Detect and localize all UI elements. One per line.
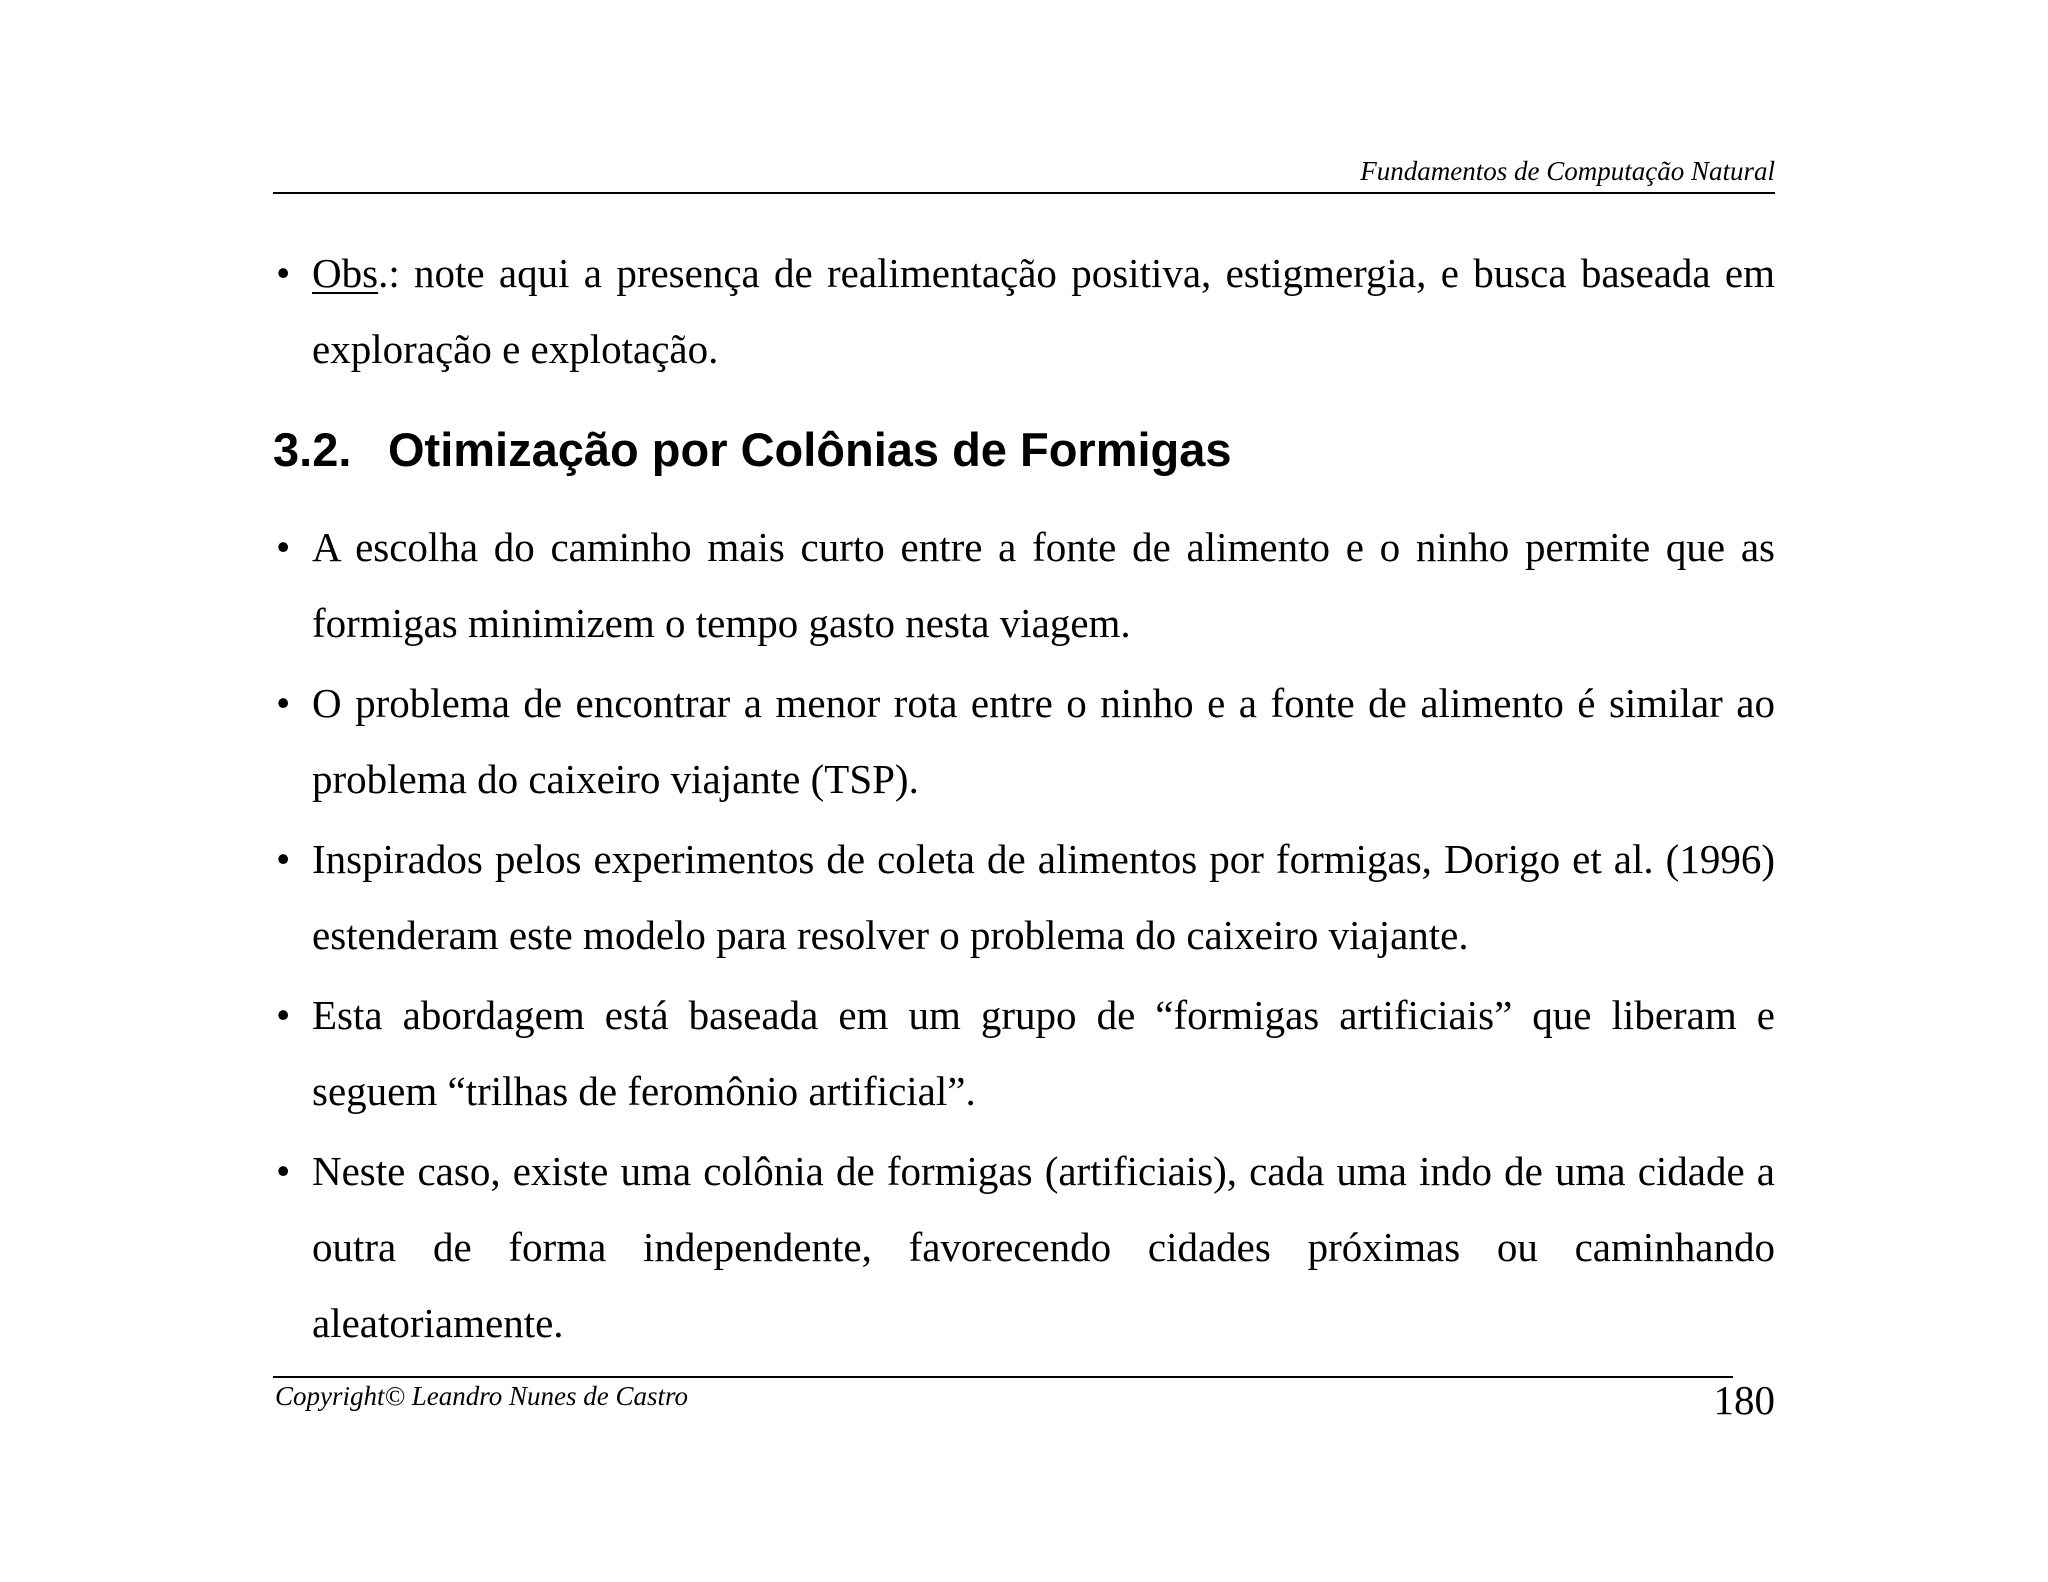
bullet-paragraph xyxy=(273,509,1775,661)
bullet-icon: • xyxy=(276,836,291,882)
bullet-text: O problema de encontrar a menor rota entre o ninho e a fonte de alimento é similar ao problema do caixeiro viajante (TSP). xyxy=(312,680,1775,802)
section-number: 3.2. xyxy=(273,423,352,476)
bullet-icon: • xyxy=(276,250,291,296)
bullet-text: Inspirados pelos experimentos de coleta de alimentos por formigas, Dorigo et al. (1996) estenderam este modelo para resolver o problema do caixeiro viajante. xyxy=(312,836,1775,958)
bullet-paragraph xyxy=(273,821,1775,973)
bullet-icon: • xyxy=(276,992,291,1038)
header-rule xyxy=(273,192,1775,194)
bullet-text: Esta abordagem está baseada em um grupo de “formigas artificiais” que liberam e seguem “trilhas de feromônio artificial”. xyxy=(312,992,1775,1114)
running-header: Fundamentos de Computação Natural xyxy=(1360,156,1775,186)
bullet-text: Neste caso, existe uma colônia de formigas (artificiais), cada uma indo de uma cidade a outra de forma independente, favorecendo cidades próximas ou caminhando aleatoriamente. xyxy=(312,1148,1775,1346)
document-page xyxy=(273,0,1775,1582)
bullet-icon: • xyxy=(276,680,291,726)
bullet-paragraph xyxy=(273,1133,1775,1361)
bullet-text: A escolha do caminho mais curto entre a fonte de alimento e o ninho permite que as formigas minimizem o tempo gasto nesta viagem. xyxy=(312,524,1775,646)
section-heading xyxy=(273,420,1232,480)
obs-text: .: note aqui a presença de realimentação positiva, estigmergia, e busca baseada em exploração e explotação. xyxy=(312,250,1775,372)
bullet-icon: • xyxy=(276,1148,291,1194)
bullet-icon: • xyxy=(276,524,291,570)
page-number: 180 xyxy=(1713,1377,1775,1423)
footer-rule xyxy=(273,1376,1733,1378)
section-title: Otimização por Colônias de Formigas xyxy=(388,423,1232,476)
obs-paragraph xyxy=(273,235,1775,387)
copyright-notice: Copyright© Leandro Nunes de Castro xyxy=(275,1381,689,1411)
bullet-paragraph xyxy=(273,665,1775,817)
bullet-paragraph xyxy=(273,977,1775,1129)
obs-label: Obs xyxy=(312,250,379,296)
